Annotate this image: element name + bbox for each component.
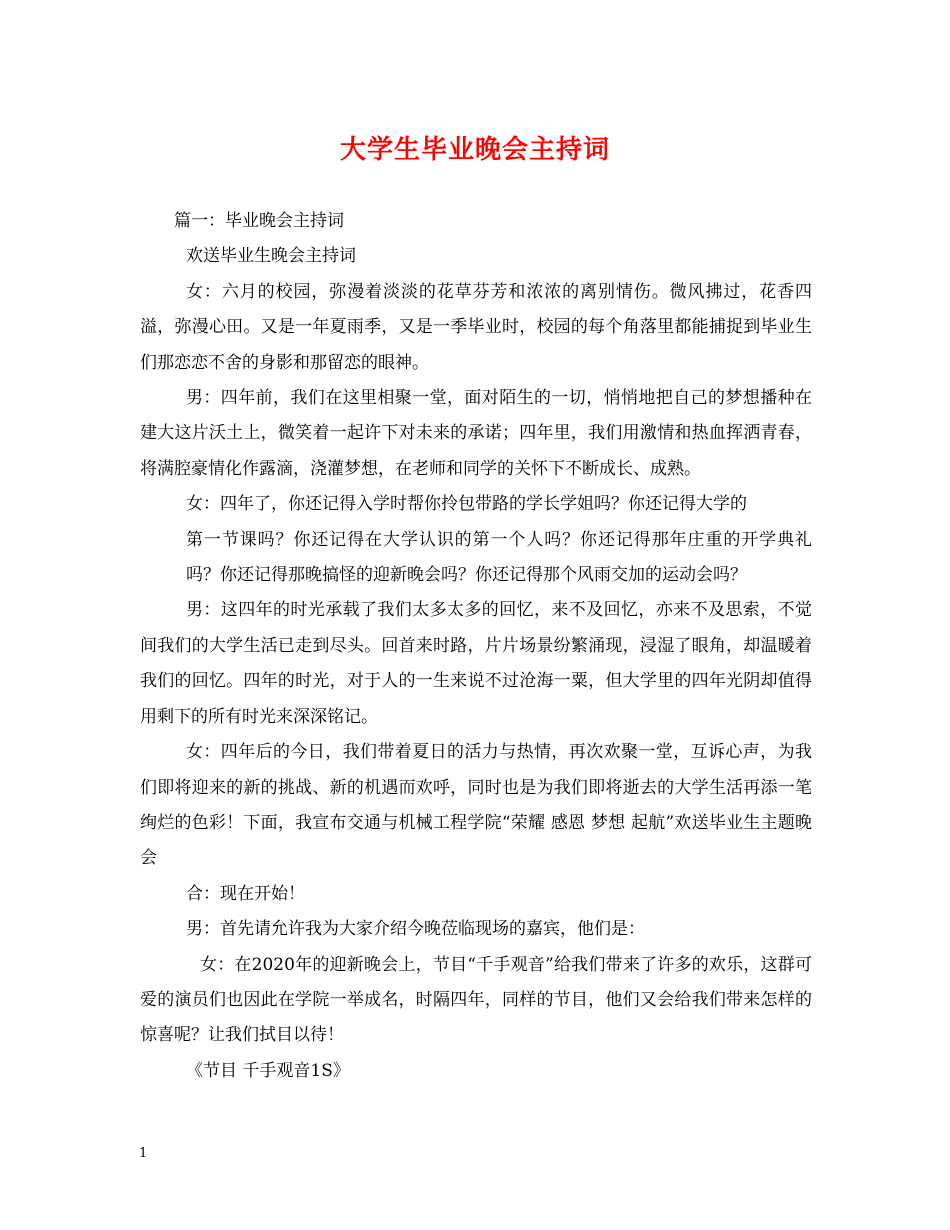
document-body [140, 204, 812, 1089]
body-paragraph: 男：四年前，我们在这里相聚一堂，面对陌生的一切，悄悄地把自己的梦想播种在建大这片沃土上，微笑着一起许下对未来的承诺；四年里，我们用激情和热血挥洒青春，将满腔豪情化作露滴，浇灌梦想，在老师和同学的关怀下不断成长、成熟。 [140, 388, 812, 479]
body-paragraph: 第一节课吗？你还记得在大学认识的第一个人吗？你还记得那年庄重的开学典礼吗？你还记得那晚搞怪的迎新晚会吗？你还记得那个风雨交加的运动会吗？ [186, 529, 812, 586]
body-paragraph: 女：四年后的今日，我们带着夏日的活力与热情，再次欢聚一堂，互诉心声，为我们即将迎来的新的挑战、新的机遇而欢呼，同时也是为我们即将逝去的大学生活再添一笔绚烂的色彩！下面，我宣布交通与机械工程学院“荣耀 感恩 梦想 起航”欢送毕业生主题晚会 [140, 742, 812, 869]
body-paragraph: 女：在2020年的迎新晚会上，节目“千手观音”给我们带来了许多的欢乐，这群可爱的演员们也因此在学院一举成名，时隔四年，同样的节目，他们又会给我们带来怎样的惊喜呢？让我们拭目以待！ [140, 954, 812, 1046]
body-paragraph: 女：六月的校园，弥漫着淡淡的花草芬芳和浓浓的离别情伤。微风拂过，花香四溢，弥漫心田。又是一年夏雨季，又是一季毕业时，校园的每个角落里都能捕捉到毕业生们那恋恋不舍的身影和那留恋的眼神。 [140, 281, 812, 373]
body-paragraph: 女：四年了，你还记得入学时帮你拎包带路的学长学姐吗？你还记得大学的 [186, 494, 747, 515]
document-title: 大学生毕业晚会主持词 [339, 135, 610, 165]
page-number: 1 [139, 1146, 148, 1161]
section-heading: 篇一：毕业晚会主持词 [174, 211, 344, 231]
body-paragraph: 男：这四年的时光承载了我们太多太多的回忆，来不及回忆，亦来不及思索，不觉间我们的大学生活已走到尽头。回首来时路，片片场景纷繁涌现，浸湿了眼角，却温暖着我们的回忆。四年的时光，对于人的一生来说不过沧海一粟，但大学里的四年光阴却值得用剩下的所有时光来深深铭记。 [140, 600, 812, 727]
subtitle-line: 欢送毕业生晚会主持词 [186, 246, 356, 267]
body-paragraph: 合：现在开始！ [186, 883, 305, 904]
program-line: 《节目 千手观音1S》 [186, 1060, 350, 1081]
body-paragraph: 男：首先请允许我为大家介绍今晚莅临现场的嘉宾，他们是： [186, 919, 645, 940]
